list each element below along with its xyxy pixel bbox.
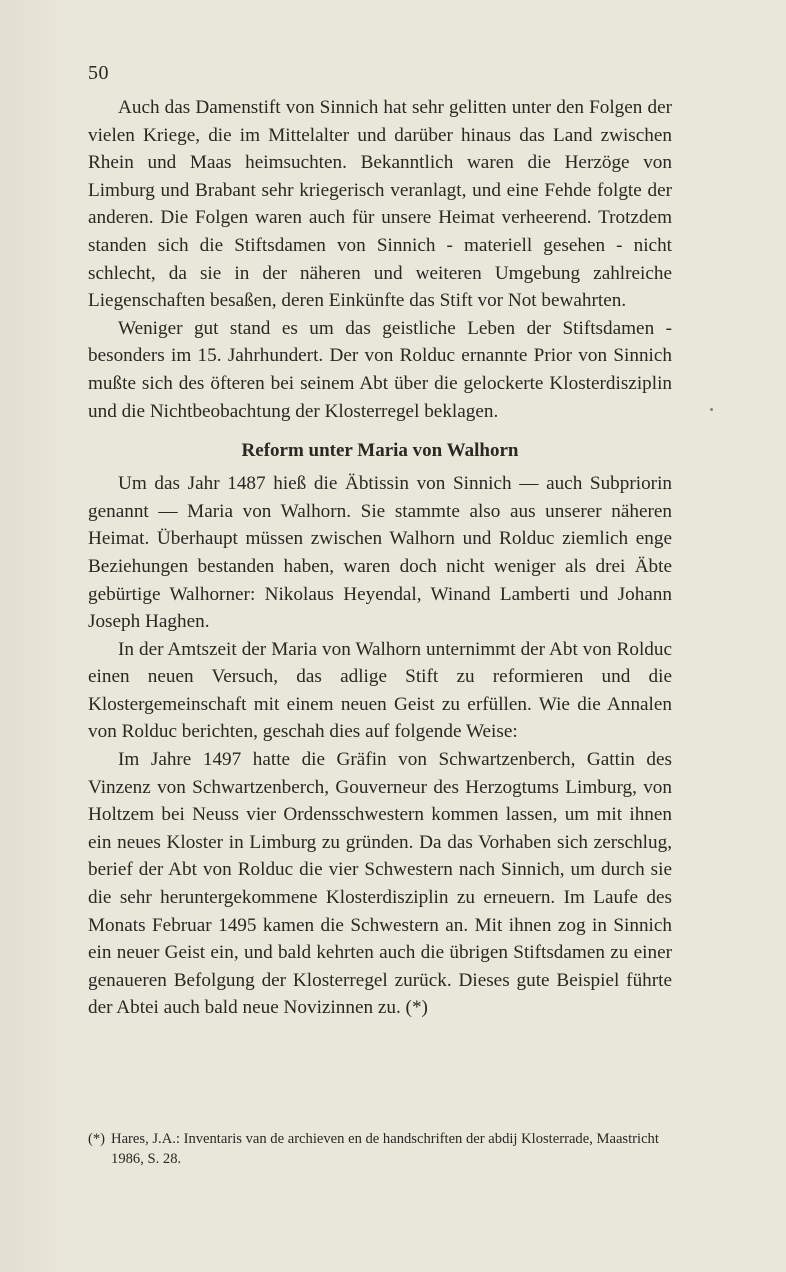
paragraph-5: Im Jahre 1497 hatte die Gräfin von Schwartzenberch, Gattin des Vinzenz von Schwartzenberch, Gouverneur des Herzogtums Limburg, von Holtzem bei Neuss vier Ordensschwestern kommen lassen, um mit ihnen ein neues Kloster in Limburg zu gründen. Da das Vorhaben sich zerschlug, berief der Abt von Rolduc die vier Schwestern nach Sinnich, um durch sie die sehr heruntergekommene Klosterdisziplin zu erneuern. Im Laufe des Monats Februar 1495 kamen die Schwestern an. Mit ihnen zog in Sinnich ein neuer Geist ein, und bald kehrten auch die übrigen Stiftsdamen zu einer genaueren Befolgung der Klosterregel zurück. Dieses gute Beispiel führte der Abtei auch bald neue Novizinnen zu. (*) — [88, 749, 672, 1019]
footnote-mark: (*) — [88, 1131, 106, 1147]
paragraph-2: Weniger gut stand es um das geistliche Leben der Stiftsdamen - besonders im 15. Jahrhundert. Der von Rolduc ernannte Prior von Sinnich mußte sich des öfteren bei seinem Abt über die gelockerte Klosterdisziplin und die Nichtbeobachtung der Klosterregel beklagen. — [88, 317, 672, 422]
paragraph-4: In der Amtszeit der Maria von Walhorn unternimmt der Abt von Rolduc einen neuen Versuch, das adlige Stift zu reformieren und die Klostergemeinschaft mit einem neuen Geist zu erfüllen. Wie die Annalen von Rolduc berichten, geschah dies auf folgende Weise: — [88, 638, 672, 743]
body-text — [88, 94, 672, 1022]
paper-speck — [710, 408, 713, 411]
footnote — [88, 1129, 672, 1169]
section-heading: Reform unter Maria von Walhorn — [241, 440, 519, 462]
footnote-text: Hares, J.A.: Inventaris van de archieven en de handschriften der abdij Klosterrade, Maastricht 1986, S. 28. — [111, 1131, 659, 1167]
page-number: 50 — [88, 62, 109, 84]
paragraph-1: Auch das Damenstift von Sinnich hat sehr gelitten unter den Folgen der vielen Kriege, die im Mittelalter und darüber hinaus das Land zwischen Rhein und Maas heimsuchten. Bekanntlich waren die Herzöge von Limburg und Brabant sehr kriegerisch veranlagt, und eine Fehde folgte der anderen. Die Folgen waren auch für unsere Heimat verheerend. Trotzdem standen sich die Stiftsdamen von Sinnich - materiell gesehen - nicht schlecht, da sie in der näheren und weiteren Umgebung zahlreiche Liegenschaften besaßen, deren Einkünfte das Stift vor Not bewahrten. — [88, 97, 672, 312]
paragraph-3: Um das Jahr 1487 hieß die Äbtissin von Sinnich — auch Subpriorin genannt — Maria von Walhorn. Sie stammte also aus unserer näheren Heimat. Überhaupt müssen zwischen Walhorn und Rolduc ziemlich enge Beziehungen bestanden haben, waren doch nicht weniger als drei Äbte gebürtige Walhorner: Nikolaus Heyendal, Winand Lamberti und Johann Joseph Haghen. — [88, 473, 672, 633]
